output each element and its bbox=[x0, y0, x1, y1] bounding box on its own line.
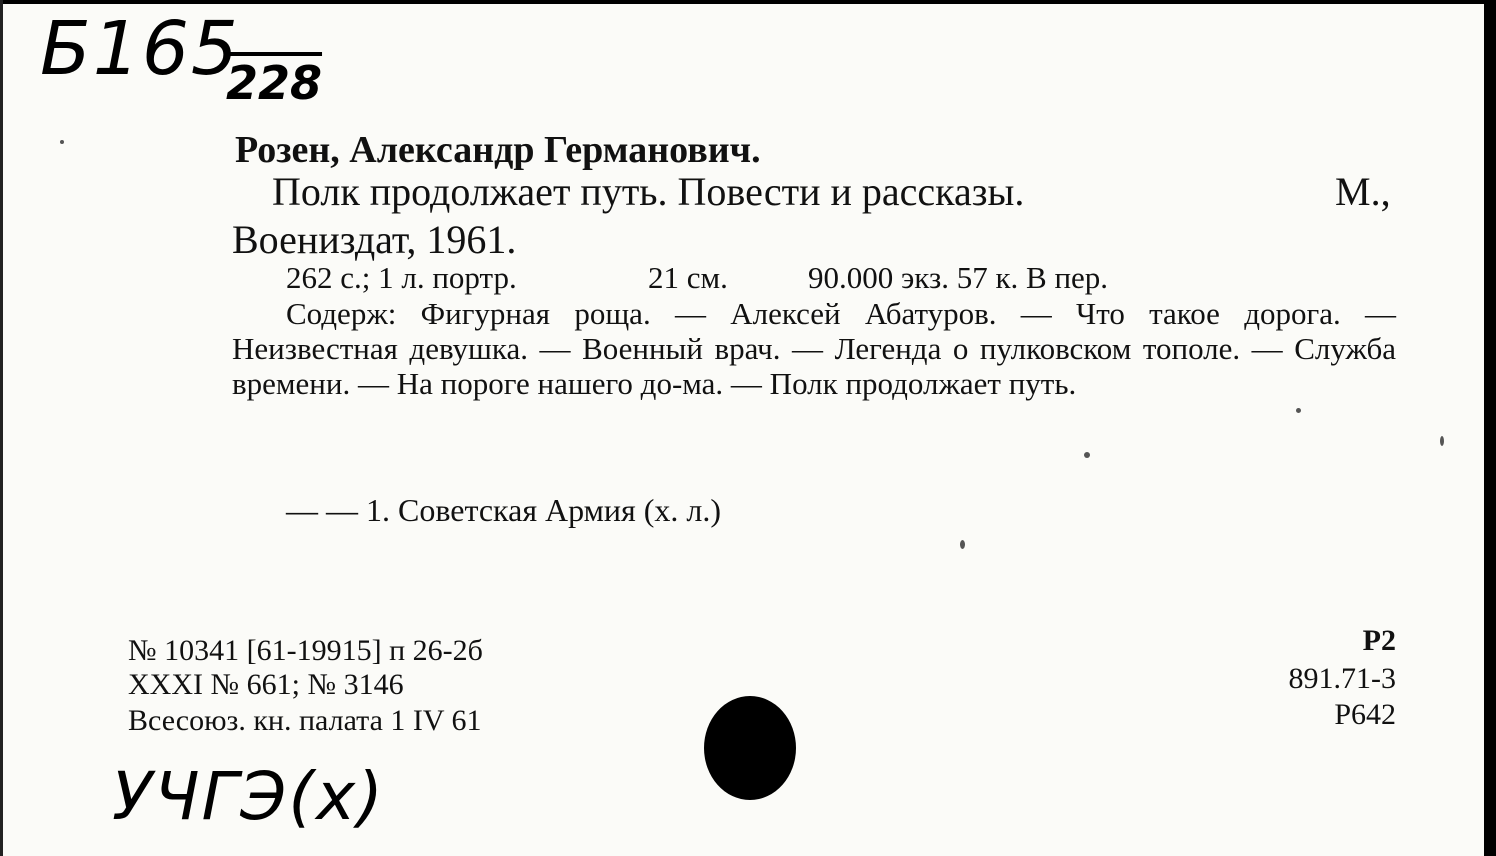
registration-line-2: XXXI № 661; № 3146 bbox=[128, 668, 404, 701]
dust-speck bbox=[1084, 452, 1090, 458]
author-heading: Розен, Александр Германович. bbox=[235, 129, 761, 171]
pages-count: 262 с.; 1 л. портр. bbox=[286, 260, 517, 295]
card-right-edge bbox=[1484, 0, 1496, 856]
card-left-edge bbox=[0, 0, 3, 856]
card-top-edge bbox=[0, 0, 1496, 4]
dust-speck bbox=[1296, 408, 1301, 413]
handwritten-shelf-mark: УЧГЭ(х) bbox=[112, 758, 385, 835]
dust-speck bbox=[960, 540, 965, 549]
physical-description bbox=[0, 260, 1496, 300]
card-punch-hole bbox=[704, 696, 796, 800]
contents-note: Содерж: Фигурная роща. — Алексей Абатуров. — Что такое дорога. — Неизвестная девушка. — Военный врач. — Легенда о пулковском тополе. — Служба времени. — На пороге нашего до-ма. — Полк продолжает путь. bbox=[232, 296, 1396, 401]
handwritten-call-number-sub: 228 bbox=[226, 56, 323, 110]
handwritten-call-number: Б165 bbox=[40, 6, 241, 92]
registration-line-1: № 10341 [61-19915] п 26-2б bbox=[128, 634, 483, 667]
classification-line-3: Р642 bbox=[1334, 698, 1396, 731]
print-run-price: 90.000 экз. 57 к. В пер. bbox=[808, 260, 1109, 295]
dust-speck bbox=[1440, 436, 1444, 446]
subject-heading: — — 1. Советская Армия (х. л.) bbox=[286, 492, 722, 528]
registration-line-3: Всесоюз. кн. палата 1 IV 61 bbox=[128, 704, 482, 737]
publisher-line: Воениздат, 1961. bbox=[232, 217, 517, 262]
classification-line-2: 891.71-3 bbox=[1288, 662, 1396, 695]
dust-speck bbox=[60, 140, 64, 144]
title-line: Полк продолжает путь. Повести и рассказы. bbox=[272, 169, 1025, 214]
publication-place: М., bbox=[1335, 169, 1391, 214]
book-size: 21 см. bbox=[648, 260, 728, 295]
classification-line-1: Р2 bbox=[1362, 624, 1396, 657]
